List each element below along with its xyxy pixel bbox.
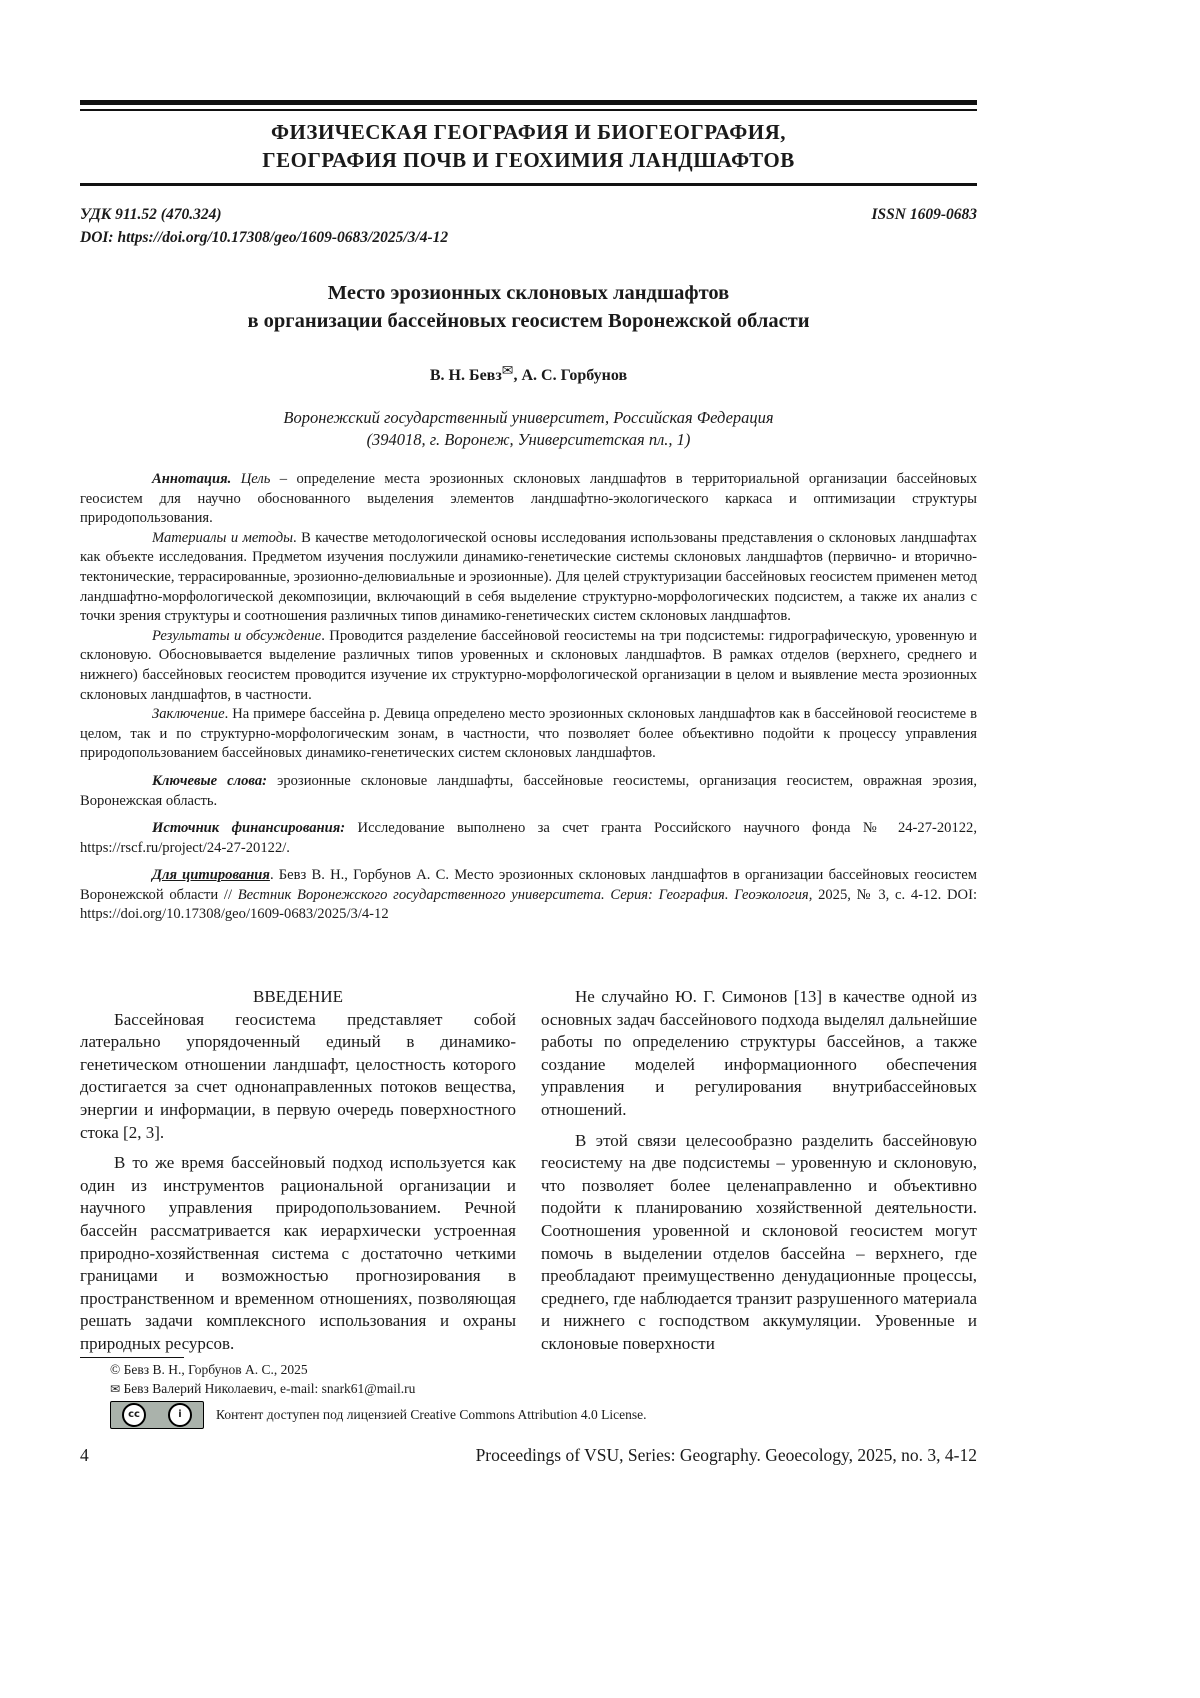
section-header-line: ГЕОГРАФИЯ ПОЧВ И ГЕОХИМИЯ ЛАНДШАФТОВ [80,146,977,174]
udk: УДК 911.52 (470.324) [80,203,221,226]
aim-text: – определение места эрозионных склоновых ландшафтов в территориальной организации бассейновых геосистем для научно обоснованного выделения элементов ландшафтно-экологического каркаса и оптимизации структуры природопользования. [80,471,977,526]
header-rule-thin [80,109,977,111]
attribution-icon: i [168,1403,192,1427]
column-right [541,986,977,1356]
paragraph: Бассейновая геосистема представляет собой латерально упорядоченный единый в динамико-генетическом отношении ландшафт, целостность которого достигается за счет однонаправленных потоков вещества, энергии и информации, в первую очередь поверхностного стока [2, 3]. [80,1009,516,1145]
title-line: в организации бассейновых геосистем Воронежской области [80,307,977,335]
keywords [80,772,977,811]
footnote-contact [110,1379,415,1399]
paragraph: В то же время бассейновый подход используется как один из инструментов рациональной организации и научного управления природопользованием. Речной бассейн рассматривается как иерархически устроенная природно-хозяйственная система с достаточно четкими границами и возможностью прогнозирования в пространственном и временном отношениях, позволяющая решать задачи комплексного использования и охраны природных ресурсов. [80,1152,516,1355]
abstract-results [80,627,977,705]
affiliation [80,407,977,451]
intro-heading: ВВЕДЕНИЕ [80,986,516,1009]
section-header-line: ФИЗИЧЕСКАЯ ГЕОГРАФИЯ И БИОГЕОГРАФИЯ, [80,118,977,146]
author-2: , А. С. Горбунов [513,367,627,384]
section-header [80,118,977,174]
aim-label: Цель [241,471,271,487]
cc-icon: cc [122,1403,146,1427]
header-rule-thick [80,100,977,105]
envelope-icon: ✉ [110,1382,120,1396]
article-title [80,279,977,335]
envelope-icon: ✉ [502,363,514,379]
cc-by-badge-icon[interactable] [110,1401,204,1429]
results-label: Результаты и обсуждение [152,628,321,644]
funding [80,819,977,858]
citation-label: Для цитирования [152,867,270,883]
citation [80,866,977,925]
column-left [80,986,516,1356]
doi[interactable]: DOI: https://doi.org/10.17308/geo/1609-0683/2025/3/4-12 [80,226,448,249]
issn: ISSN 1609-0683 [871,203,977,226]
contact-text[interactable]: Бевз Валерий Николаевич, e-mail: snark61@mail.ru [120,1381,415,1396]
footnote-copyright: © Бевз В. Н., Горбунов А. С., 2025 [110,1360,308,1379]
funding-label: Источник финансирования: [152,820,345,836]
abstract-methods [80,529,977,627]
funding-text: Исследование выполнено за счет гранта Российского научного фонда № 24-27-20122, https://rscf.ru/project/24-27-20122/. [80,820,977,856]
license-text: Контент доступен под лицензией Creative Commons Attribution 4.0 License. [216,1407,647,1422]
abstract-conclusion [80,705,977,764]
footnote-rule [80,1357,184,1358]
abstract [80,470,977,925]
cc-license-row [110,1401,647,1429]
abstract-aim [80,470,977,529]
results-text: . Проводится разделение бассейновой геосистемы на три подсистемы: гидрографическую, уровенную и склоновую. Обосновывается выделение различных типов уровенных и склоновых ландшафтов. В рамках отделов (верхнего, среднего и нижнего) бассейновых геосистем проводится изучение их структурно-морфологической организации в целом и выявление места эрозионных склоновых ландшафтов, в частности. [80,628,977,703]
page-number: 4 [80,1445,89,1466]
paragraph: Не случайно Ю. Г. Симонов [13] в качестве одной из основных задач бассейнового подхода выделял дальнейшие работы по определению структуры бассейнов, а также создание моделей информационного обеспечения управления и регулирования внутрибассейновых отношений. [541,986,977,1122]
citation-journal: Вестник Воронежского государственного университета. Серия: География. Геоэкология, [238,887,813,903]
title-line: Место эрозионных склоновых ландшафтов [80,279,977,307]
abstract-label: Аннотация. [152,471,231,487]
citation-text: . Бевз В. Н., Горбунов А. С. Место эрозионных склоновых ландшафтов в организации бассейновых геосистем Воронежской области // [80,867,977,903]
affiliation-address: (394018, г. Воронеж, Университетская пл., 1) [80,429,977,451]
author-1: В. Н. Бевз [430,367,502,384]
keywords-text: эрозионные склоновые ландшафты, бассейновые геосистемы, организация геосистем, овражная эрозия, Воронежская область. [80,773,977,809]
citation-doi: 2025, № 3, с. 4-12. DOI: https://doi.org/10.17308/geo/1609-0683/2025/3/4-12 [80,887,977,923]
section-rule [80,183,977,186]
methods-label: Материалы и методы [152,530,293,546]
conclusion-text: . На примере бассейна р. Девица определено место эрозионных склоновых ландшафтов как в бассейновой геосистеме в целом, так и по структурно-морфологическим зонам, в частности, что позволяет более объективно подойти к процессу управления природопользованием бассейновых динамико-генетических систем склоновых ландшафтов. [80,706,977,761]
affiliation-line: Воронежский государственный университет, Российская Федерация [80,407,977,429]
authors [80,363,977,385]
keywords-label: Ключевые слова: [152,773,267,789]
conclusion-label: Заключение [152,706,225,722]
paragraph: В этой связи целесообразно разделить бассейновую геосистему на две подсистемы – уровенную и склоновую, что позволяет более целенаправленно и объективно подойти к планированию хозяйственной деятельности. Соотношения уровенной и склоновой геосистем могут помочь в выделении отделов бассейна – верхнего, где преобладают преимущественно денудационные процессы, среднего, где наблюдается транзит разрушенного материала и нижнего с господством аккумуляции. Уровенные и склоновые поверхности [541,1130,977,1356]
methods-text: . В качестве методологической основы исследования использованы представления о склоновых ландшафтах как объекте исследования. Предметом изучения послужили динамико-генетические системы склоновых ландшафтов (первично- и вторично-тектонические, террасированные, эрозионно-делювиальные и эрозионные). Для целей структуризации бассейновых геосистем применен метод ландшафтно-морфологической декомпозиции, включающий в себя выделение структурно-морфологических подсистем, а также их анализ с точки зрения структуры и соотношения различных типов динамико-генетических систем склоновых ландшафтов. [80,530,977,624]
running-footer: Proceedings of VSU, Series: Geography. Geoecology, 2025, no. 3, 4-12 [476,1445,977,1466]
